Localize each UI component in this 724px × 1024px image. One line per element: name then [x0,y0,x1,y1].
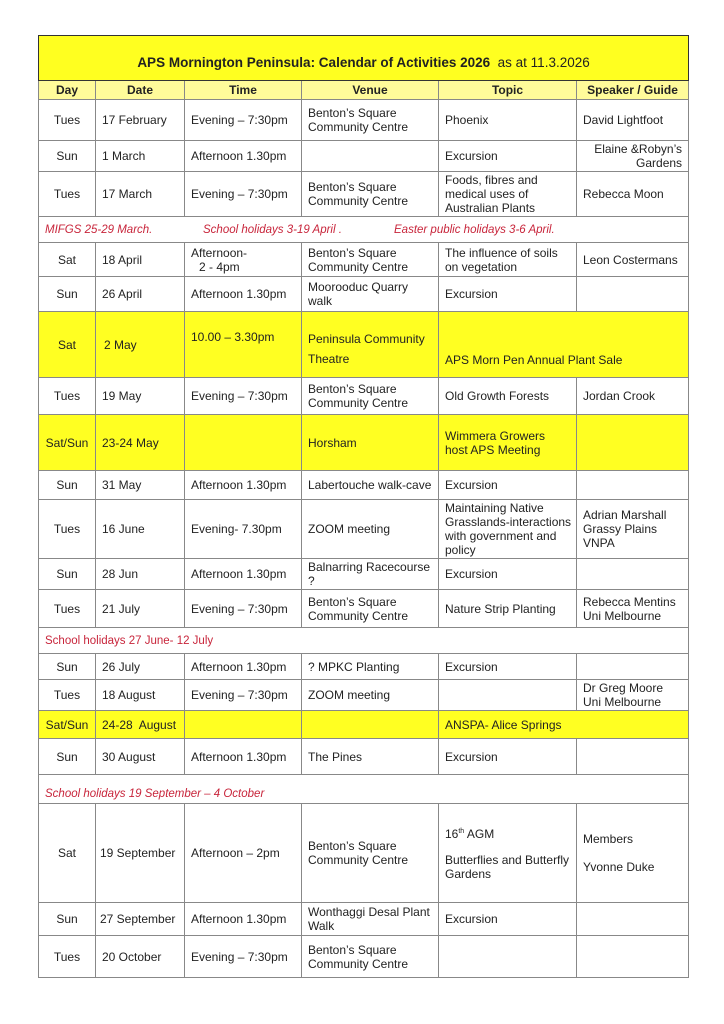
topic-cell: Excursion [439,141,577,172]
topic-cell: Excursion [439,903,577,936]
venue-cell [302,141,439,172]
column-header-topic: Topic [439,81,577,100]
table-row [39,277,689,312]
time-cell: Afternoon 1.30pm [185,277,302,312]
venue-cell: Benton’s Square Community Centre [302,172,439,217]
topic-line: Butterflies and Butterfly Gardens [445,853,570,881]
speaker-line: Grassy Plains [583,522,658,536]
date-cell: 24-28 August [96,711,185,739]
time-cell: Afternoon 1.30pm [185,903,302,936]
date-cell: 1 March [96,141,185,172]
table-row [39,141,689,172]
time-line: Afternoon- [191,245,248,260]
speaker-line: Members [583,832,634,846]
speaker-cell: Leon Costermans [577,243,689,277]
day-cell: Sat [39,312,96,378]
topic-cell: Excursion [439,277,577,312]
day-cell: Sun [39,141,96,172]
day-cell: Sat [39,243,96,277]
speaker-cell: Elaine &Robyn’s Gardens [577,141,689,172]
table-row [39,739,689,775]
title-as-at: as at 11.3.2026 [497,54,590,70]
speaker-cell [577,680,689,711]
topic-cell: Old Growth Forests [439,378,577,415]
venue-cell: ZOOM meeting [302,680,439,711]
table-row [39,172,689,217]
speaker-line: Yvonne Duke [583,860,655,874]
speaker-cell: David Lightfoot [577,100,689,141]
time-cell: Afternoon 1.30pm [185,471,302,500]
speaker-cell [577,936,689,978]
table-row [39,680,689,711]
column-header-venue: Venue [302,81,439,100]
column-header-day: Day [39,81,96,100]
topic-cell: Phoenix [439,100,577,141]
speaker-line: Uni Melbourne [583,608,662,623]
day-cell: Sun [39,559,96,590]
date-cell: 20 October [96,936,185,978]
header-row [39,81,689,100]
date-cell: 27 September [96,903,185,936]
table-row-highlight [39,312,689,378]
date-cell: 16 June [96,500,185,559]
column-header-time: Time [185,81,302,100]
topic-cell: Excursion [439,654,577,680]
column-header-date: Date [96,81,185,100]
speaker-cell [577,559,689,590]
topic-cell [439,680,577,711]
venue-cell: Benton’s Square Community Centre [302,590,439,628]
time-cell: Evening- 7.30pm [185,500,302,559]
day-cell: Tues [39,590,96,628]
time-cell: Afternoon 1.30pm [185,141,302,172]
speaker-cell: Jordan Crook [577,378,689,415]
speaker-cell [577,654,689,680]
venue-cell: Benton’s Square Community Centre [302,100,439,141]
table-row [39,590,689,628]
note-row [39,217,689,243]
holiday-note: School holidays 19 September – 4 October [39,775,689,804]
table-row [39,804,689,903]
date-cell: 18 April [96,243,185,277]
day-cell: Tues [39,680,96,711]
table-row [39,936,689,978]
date-cell: 2 May [96,312,185,378]
table-row [39,471,689,500]
note-row [39,775,689,804]
note-row [39,628,689,654]
calendar-title [39,36,689,81]
topic-cell: Foods, fibres and medical uses of Australian Plants [439,172,577,217]
venue-cell: Benton’s Square Community Centre [302,936,439,978]
day-cell: Sat [39,804,96,903]
table-row [39,378,689,415]
table-row [39,654,689,680]
day-cell: Tues [39,100,96,141]
venue-line: ? [308,574,315,588]
speaker-cell [577,277,689,312]
note-school-holidays-april: School holidays 3-19 April . [203,223,342,236]
venue-cell: Labertouche walk-cave [302,471,439,500]
venue-cell: Moorooduc Quarry walk [302,277,439,312]
table-row-highlight [39,415,689,471]
date-cell: 19 September [96,804,185,903]
agm-label: AGM [464,827,495,841]
venue-cell: Wonthaggi Desal Plant Walk [302,903,439,936]
speaker-cell: Rebecca Moon [577,172,689,217]
speaker-cell [577,471,689,500]
table-row [39,559,689,590]
table-row-highlight [39,711,689,739]
date-cell: 17 February [96,100,185,141]
day-cell: Sun [39,739,96,775]
column-header-speaker: Speaker / Guide [577,81,689,100]
venue-cell: Peninsula Community Theatre [302,312,439,378]
topic-cell: Excursion [439,471,577,500]
table-row [39,500,689,559]
day-cell: Sat/Sun [39,711,96,739]
day-cell: Tues [39,378,96,415]
date-cell: 28 Jun [96,559,185,590]
speaker-line: Rebecca Mentins [583,594,676,609]
day-cell: Sun [39,471,96,500]
speaker-line: Adrian Marshall [583,508,667,522]
venue-line: Balnarring Racecourse [308,560,431,574]
venue-cell: Benton’s Square Community Centre [302,378,439,415]
date-cell: 30 August [96,739,185,775]
venue-cell: Benton’s Square Community Centre [302,243,439,277]
day-cell: Sun [39,654,96,680]
day-cell: Tues [39,936,96,978]
venue-cell [302,559,439,590]
title-main: APS Mornington Peninsula: Calendar of Activities 2026 [137,54,491,70]
date-cell: 26 July [96,654,185,680]
date-cell: 18 August [96,680,185,711]
time-cell: 10.00 – 3.30pm [185,312,302,378]
venue-cell: ZOOM meeting [302,500,439,559]
speaker-line: Dr Greg Moore [583,681,664,695]
time-cell [185,243,302,277]
date-cell: 26 April [96,277,185,312]
time-cell: Evening – 7:30pm [185,680,302,711]
table-row [39,903,689,936]
speaker-cell [577,903,689,936]
title-row [39,36,689,81]
holiday-note: School holidays 27 June- 12 July [39,628,689,654]
time-line: 2 - 4pm [199,259,240,274]
venue-cell [302,711,439,739]
agm-number: 16 [445,827,459,841]
date-cell: 17 March [96,172,185,217]
venue-cell: Benton’s Square Community Centre [302,804,439,903]
date-cell: 21 July [96,590,185,628]
day-cell: Sun [39,903,96,936]
agm-ordinal: th [458,828,465,835]
venue-cell: The Pines [302,739,439,775]
topic-cell [439,804,577,903]
speaker-cell [577,415,689,471]
time-cell: Evening – 7:30pm [185,936,302,978]
speaker-cell [577,739,689,775]
speaker-cell [577,590,689,628]
date-cell: 23-24 May [96,415,185,471]
note-mifgs: MIFGS 25-29 March. [45,223,153,236]
time-cell [185,415,302,471]
date-cell: 19 May [96,378,185,415]
topic-cell: Maintaining Native Grasslands-interactions with government and policy [439,500,577,559]
day-cell: Sat/Sun [39,415,96,471]
speaker-line: Uni Melbourne [583,695,662,709]
time-cell: Evening – 7:30pm [185,100,302,141]
topic-cell: Excursion [439,559,577,590]
speaker-line: VNPA [583,536,615,550]
topic-cell: Nature Strip Planting [439,590,577,628]
holiday-note [39,217,689,243]
time-cell: Afternoon 1.30pm [185,654,302,680]
note-easter: Easter public holidays 3-6 April. [394,223,555,236]
topic-cell: Excursion [439,739,577,775]
venue-cell: ? MPKC Planting [302,654,439,680]
table-row [39,100,689,141]
time-cell [185,711,302,739]
topic-cell: ANSPA- Alice Springs [439,711,689,739]
time-cell: Evening – 7:30pm [185,172,302,217]
day-cell: Tues [39,172,96,217]
time-cell: Evening – 7:30pm [185,378,302,415]
topic-cell: The influence of soils on vegetation [439,243,577,277]
time-cell: Evening – 7:30pm [185,590,302,628]
topic-cell: Wimmera Growers host APS Meeting [439,415,577,471]
table-row [39,243,689,277]
time-cell: Afternoon 1.30pm [185,739,302,775]
speaker-cell [577,804,689,903]
venue-cell: Horsham [302,415,439,471]
day-cell: Sun [39,277,96,312]
calendar-table [38,35,689,978]
topic-cell: APS Morn Pen Annual Plant Sale [439,312,689,378]
date-cell: 31 May [96,471,185,500]
topic-cell [439,936,577,978]
topic-agm [445,825,570,841]
speaker-cell [577,500,689,559]
time-cell: Afternoon – 2pm [185,804,302,903]
day-cell: Tues [39,500,96,559]
time-cell: Afternoon 1.30pm [185,559,302,590]
